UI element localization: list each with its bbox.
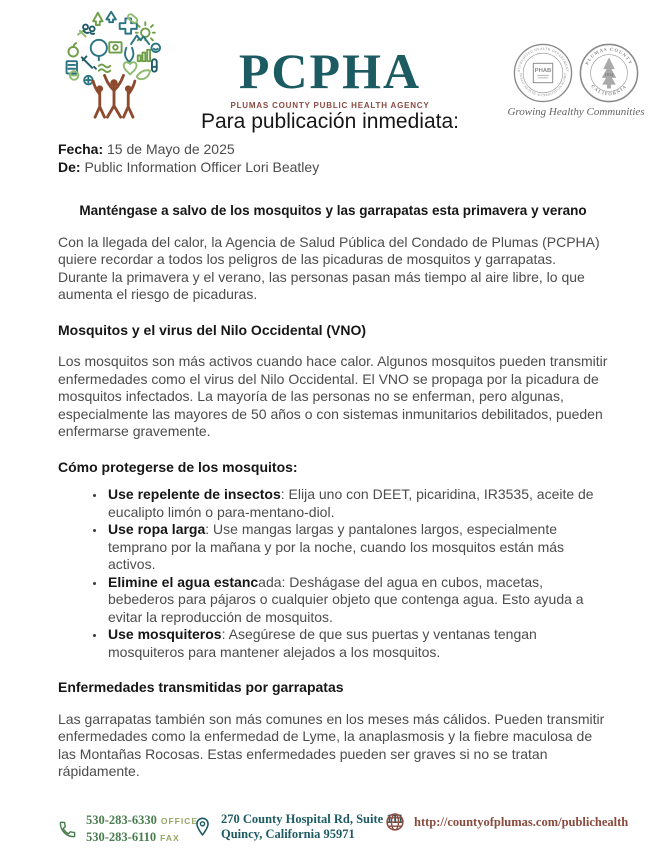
globe-icon: [385, 812, 405, 832]
phab-seal-top-arc: ACCREDITED HEALTH DEPARTMENT: [516, 46, 570, 73]
bullet-lead: Use repelente de insectos: [108, 486, 281, 502]
meta-date-line: [58, 141, 608, 159]
website-url: http://countyofplumas.com/publichealth: [414, 814, 629, 829]
address-line-1: 270 County Hospital Rd, Suite 111: [221, 812, 404, 826]
paragraph-ticks: Las garrapatas también son más comunes en los meses más cálidos. Pueden transmitir enfermedades como la enfermedad de Lyme, la anaplasmosis y la fiebre maculosa de las Montañas Rocosas. Estas enfermedades pueden ser graves si no se tratan rápidamente.: [58, 710, 605, 779]
bullet-lead: Use ropa larga: [108, 521, 206, 537]
bullet-lead: Use mosquiteros: [108, 626, 222, 642]
phab-seal-bottom-arc: PUBLIC HEALTH ACCREDITATION BOARD: [518, 72, 568, 98]
location-pin-icon: [193, 816, 212, 838]
headline-wrap: [58, 202, 608, 220]
footer-address-block: [193, 812, 404, 842]
bullet-text: : Elija uno con DEET, picaridina, IR3535, aceite de eucalipto limón o para-mentano-diol.: [108, 486, 594, 520]
tagline: Growing Healthy Communities: [507, 106, 645, 118]
office-phone-label: OFFICE: [160, 816, 198, 826]
bullet-text: : Use mangas largas y pantalones largos, especialmente temprano por la mañana y por la noche, cuando los mosquitos están más activos.: [108, 521, 565, 572]
phone-icon: [58, 820, 77, 839]
address-line-2: Quincy, California 95971: [221, 827, 355, 841]
footer-website-block: [385, 812, 628, 832]
county-seal-bottom-arc: CALIFORNIA: [589, 84, 629, 98]
release-title: Para publicación inmediata:: [201, 110, 459, 133]
org-name: PLUMAS COUNTY PUBLIC HEALTH AGENCY: [230, 101, 430, 110]
article-headline: Manténgase a salvo de los mosquitos y las garrapatas esta primavera y verano: [79, 203, 587, 218]
plumas-county-seal: [578, 42, 640, 104]
bullet-item-standing-water: [106, 574, 608, 627]
document-body: [58, 141, 608, 781]
bullet-item-repellent: [106, 486, 608, 521]
bullet-text: ada: Deshágase del agua en cubos, macetas, bebederos para pájaros o cualquier objeto que contenga agua. Esto ayuda a evitar la reproducción de mosquitos.: [108, 573, 584, 625]
section-heading-ticks: Enfermedades transmitidas por garrapatas: [58, 679, 344, 695]
protection-bullet-list: [58, 486, 608, 661]
phab-accreditation-seal: [512, 42, 574, 104]
footer-phone-block: [58, 812, 198, 846]
org-acronym: PCPHA: [238, 43, 422, 99]
paragraph-wnv: Los mosquitos son más activos cuando hace calor. Algunos mosquitos pueden transmitir enfermedades como el virus del Nilo Occidental. El VNO se propaga por la picadura de mosquitos infectados. La mayoría de las personas no se enferman, pero algunas, especialmente las mayores de 50 años o con sistemas inmunitarios debilitados, pueden enfermarse gravemente.: [58, 353, 608, 439]
county-seal-top-arc: PLUMAS COUNTY: [585, 47, 633, 67]
meta-from-line: [58, 159, 608, 177]
bullet-lead: Elimine el agua estanc: [108, 573, 259, 590]
office-phone-number: 530-283-6330: [86, 813, 157, 827]
bullet-text: : Asegúrese de que sus puertas y ventanas tengan mosquiteros para mantener alejados a los mosquitos.: [108, 626, 537, 660]
phab-seal-center: PHAB: [534, 68, 552, 75]
date-value: 15 de Mayo de 2025: [107, 141, 235, 157]
from-label: De:: [58, 158, 81, 175]
fax-phone-label: FAX: [160, 833, 180, 843]
footer: [0, 808, 660, 854]
county-seal-year: 1854: [604, 71, 614, 77]
seals-block: [500, 42, 652, 118]
date-label: Fecha:: [58, 141, 104, 157]
bullet-item-screens: [106, 626, 608, 661]
section-heading-mosquitoes: Mosquitos y el virus del Nilo Occidental (VNO): [58, 321, 367, 338]
section-heading-protect: Cómo protegerse de los mosquitos:: [58, 458, 298, 475]
fax-phone-number: 530-283-6110: [86, 830, 157, 844]
bullet-item-clothing: [106, 521, 608, 574]
paragraph-intro: Con la llegada del calor, la Agencia de Salud Pública del Condado de Plumas (PCPHA) quiere recordar a todos los peligros de las picaduras de mosquitos y garrapatas. Durante la primavera y el verano, las personas pasan más tiempo al aire libre, lo que aumenta el riesgo de picaduras.: [58, 233, 600, 302]
from-value: Public Information Officer Lori Beatley: [84, 158, 320, 175]
